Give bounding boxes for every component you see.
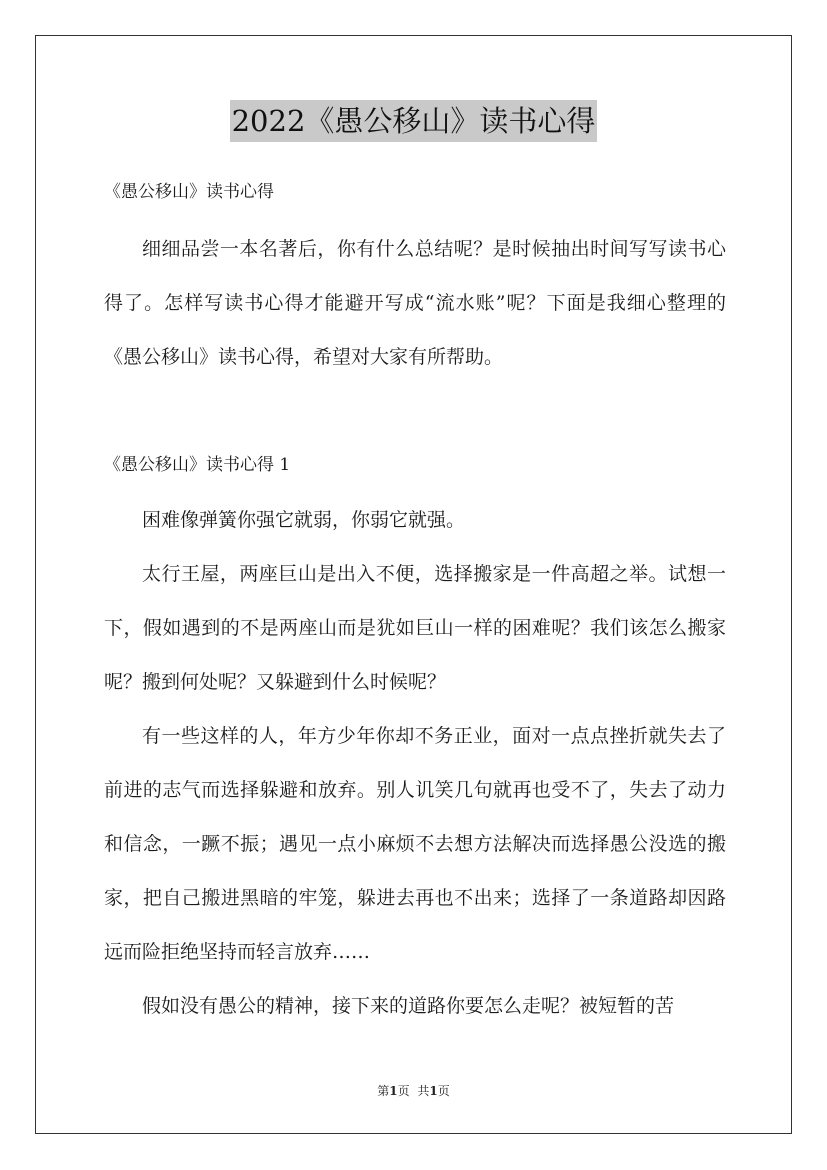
total-suffix: 页 [437, 1084, 450, 1098]
body-paragraph: 有一些这样的人，年方少年你却不务正业，面对一点点挫折就失去了前进的志气而选择躲避和放弃。别人讥笑几句就再也受不了，失去了动力和信念，一蹶不振；遇见一点小麻烦不去想方法解决而选择愚公没选的搬家，把自己搬进黑暗的牢笼，躲进去再也不出来；选择了一条道路却因路远而险拒绝坚持而轻言放弃…… [104, 725, 726, 963]
section-heading: 《愚公移山》读书心得 1 [104, 455, 291, 475]
page-prefix: 第 [377, 1084, 390, 1098]
subtitle-heading: 《愚公移山》读书心得 [104, 182, 274, 202]
total-pages: 1 [429, 1084, 438, 1098]
body-paragraph: 假如没有愚公的精神，接下来的道路你要怎么走呢？被短暂的苦 [142, 995, 675, 1017]
title-container [0, 100, 827, 142]
total-prefix: 共 [417, 1084, 430, 1098]
page-suffix: 页 [397, 1084, 410, 1098]
body-paragraph: 太行王屋，两座巨山是出入不便，选择搬家是一件高超之举。试想一下，假如遇到的不是两座山而是犹如巨山一样的困难呢？我们该怎么搬家呢？搬到何处呢？又躲避到什么时候呢？ [104, 563, 726, 693]
intro-paragraph: 细细品尝一本名著后，你有什么总结呢？是时候抽出时间写写读书心得了。怎样写读书心得才能避开写成“流水账”呢？下面是我细心整理的《愚公移山》读书心得，希望对大家有所帮助。 [104, 238, 726, 368]
page-number: 1 [389, 1084, 398, 1098]
document-title: 2022《愚公移山》读书心得 [230, 100, 598, 142]
body-paragraph: 困难像弹簧你强它就弱，你弱它就强。 [142, 509, 466, 531]
page-footer [0, 1083, 827, 1099]
